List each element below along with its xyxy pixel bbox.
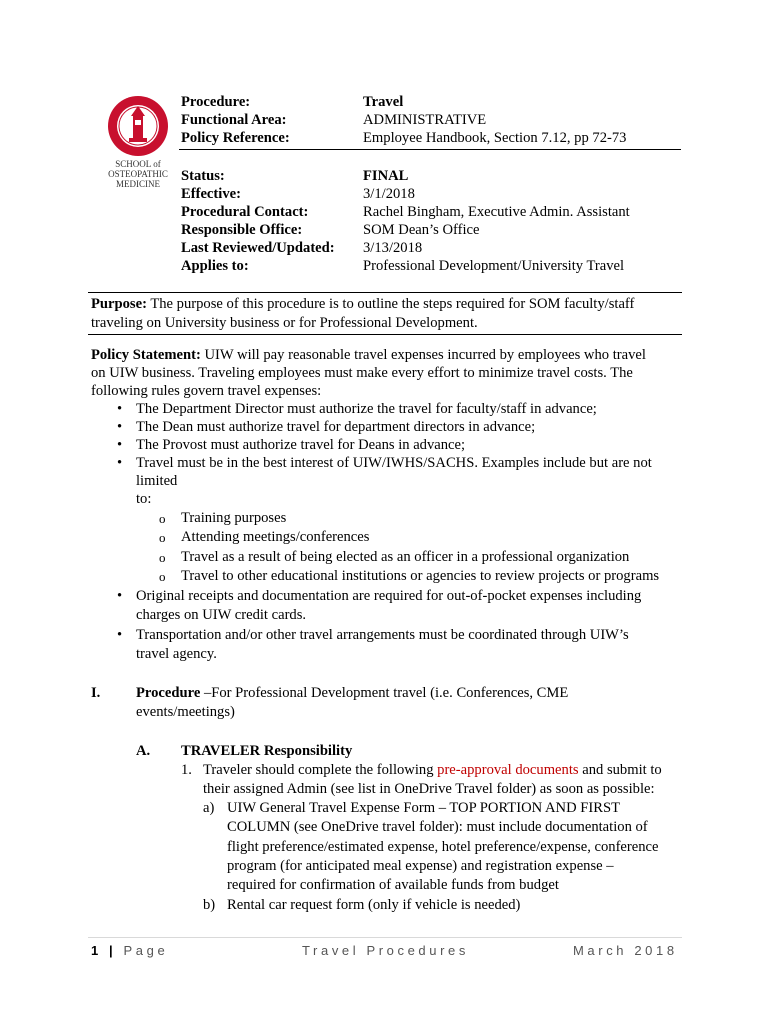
- sub-bullet-3: Travel as a result of being elected as an officer in a professional organization: [181, 549, 630, 565]
- section-title-line-2: events/meetings): [136, 704, 235, 720]
- item-1-number: 1.: [181, 762, 192, 778]
- value-procedural-contact: Rachel Bingham, Executive Admin. Assistant: [363, 204, 630, 220]
- page-word: Page: [123, 943, 169, 958]
- logo-text-1: SCHOOL of: [115, 159, 161, 169]
- bullet-dot: •: [117, 588, 123, 604]
- section-title-line-1: [136, 684, 568, 702]
- bullet-dot: •: [117, 455, 123, 471]
- bullet-dot: •: [117, 437, 123, 453]
- school-logo: [106, 94, 170, 158]
- policy-bullet-6-cont: travel agency.: [136, 646, 217, 662]
- item-a-line-4: program (for anticipated meal expense) and registration expense –: [227, 858, 614, 874]
- policy-bullet-5-cont: charges on UIW credit cards.: [136, 607, 307, 623]
- value-last-reviewed: 3/13/2018: [363, 240, 423, 256]
- logo-text-2: OSTEOPATHIC: [108, 169, 168, 179]
- page-number: 1: [91, 943, 102, 958]
- footer-date: March 2018: [573, 943, 678, 958]
- value-procedure: Travel: [363, 94, 404, 110]
- item-1-line-2: their assigned Admin (see list in OneDrive Travel folder) as soon as possible:: [203, 781, 655, 797]
- purpose-text-1: The purpose of this procedure is to outline the steps required for SOM faculty/staff: [146, 296, 635, 312]
- policy-bullet-2: The Dean must authorize travel for department directors in advance;: [136, 419, 536, 435]
- policy-line-1: [91, 346, 646, 364]
- logo-text-3: MEDICINE: [116, 179, 160, 189]
- policy-bullet-1: The Department Director must authorize the travel for faculty/staff in advance;: [136, 401, 597, 417]
- policy-line-3: following rules govern travel expenses:: [91, 383, 322, 399]
- seal-icon: [106, 94, 170, 158]
- section-numeral: I.: [91, 685, 101, 701]
- item-a-line-5: required for confirmation of available funds from budget: [227, 877, 559, 893]
- item-1-text-a: Traveler should complete the following: [203, 762, 438, 778]
- policy-bullet-4: Travel must be in the best interest of UIW/IWHS/SACHS. Examples include but are not: [136, 455, 652, 471]
- footer-title: Travel Procedures: [302, 943, 469, 958]
- policy-bullet-6: Transportation and/or other travel arrangements must be coordinated through UIW’s: [136, 627, 629, 643]
- section-title-rest: –For Professional Development travel (i.e. Conferences, CME: [200, 685, 569, 701]
- policy-bullet-4-cont-2: to:: [136, 491, 152, 507]
- label-responsible-office: Responsible Office:: [181, 222, 303, 238]
- sub-bullet-circle: o: [159, 511, 166, 526]
- label-last-reviewed: Last Reviewed/Updated:: [181, 240, 335, 256]
- value-responsible-office: SOM Dean’s Office: [363, 222, 480, 238]
- label-applies-to: Applies to:: [181, 258, 249, 274]
- item-1-line-1: [203, 761, 662, 779]
- item-a-label: a): [203, 800, 215, 816]
- policy-bullet-4-cont-1: limited: [136, 473, 178, 489]
- label-effective: Effective:: [181, 186, 241, 202]
- sub-bullet-2: Attending meetings/conferences: [181, 529, 370, 545]
- item-b-line-1: Rental car request form (only if vehicle is needed): [227, 897, 521, 913]
- item-1-text-b: and submit to: [578, 762, 662, 778]
- policy-label: Policy Statement:: [91, 347, 201, 363]
- policy-line-2: on UIW business. Traveling employees must make every effort to minimize travel costs. The: [91, 365, 633, 381]
- policy-bullet-3: The Provost must authorize travel for Deans in advance;: [136, 437, 466, 453]
- purpose-top-divider: [88, 292, 682, 293]
- value-policy-reference: Employee Handbook, Section 7.12, pp 72-73: [363, 130, 627, 146]
- sub-bullet-1: Training purposes: [181, 510, 287, 526]
- item-a-line-2: COLUMN (see OneDrive travel folder): must include documentation of: [227, 819, 648, 835]
- purpose-label: Purpose:: [91, 296, 147, 312]
- footer-page: [91, 943, 168, 958]
- purpose-line-2: traveling on University business or for Professional Development.: [91, 315, 478, 331]
- bullet-dot: •: [117, 627, 123, 643]
- value-applies-to: Professional Development/University Travel: [363, 258, 625, 274]
- value-functional-area: ADMINISTRATIVE: [363, 112, 487, 128]
- sub-bullet-4: Travel to other educational institutions or agencies to review projects or programs: [181, 568, 660, 584]
- subsection-letter: A.: [136, 743, 151, 759]
- label-functional-area: Functional Area:: [181, 112, 287, 128]
- value-effective: 3/1/2018: [363, 186, 415, 202]
- sub-bullet-circle: o: [159, 569, 166, 584]
- label-procedure: Procedure:: [181, 94, 251, 110]
- item-b-label: b): [203, 897, 216, 913]
- header-divider: [179, 149, 681, 150]
- label-policy-reference: Policy Reference:: [181, 130, 290, 146]
- purpose-line-1: [91, 295, 634, 313]
- sub-bullet-circle: o: [159, 550, 166, 565]
- page-separator: |: [101, 943, 124, 958]
- bullet-dot: •: [117, 419, 123, 435]
- subsection-title: TRAVELER Responsibility: [181, 743, 353, 759]
- pre-approval-documents-link[interactable]: pre-approval documents: [437, 762, 579, 778]
- label-status: Status:: [181, 168, 225, 184]
- policy-text-1: UIW will pay reasonable travel expenses incurred by employees who travel: [200, 347, 646, 363]
- item-a-line-1: UIW General Travel Expense Form – TOP PORTION AND FIRST: [227, 800, 621, 816]
- policy-bullet-5: Original receipts and documentation are required for out-of-pocket expenses including: [136, 588, 642, 604]
- bullet-dot: •: [117, 401, 123, 417]
- value-status: FINAL: [363, 168, 409, 184]
- sub-bullet-circle: o: [159, 530, 166, 545]
- item-a-line-3: flight preference/estimated expense, hotel preference/expense, conference: [227, 839, 659, 855]
- footer-divider: [88, 937, 682, 938]
- section-title: Procedure: [136, 685, 201, 701]
- label-procedural-contact: Procedural Contact:: [181, 204, 309, 220]
- purpose-bottom-divider: [88, 334, 682, 335]
